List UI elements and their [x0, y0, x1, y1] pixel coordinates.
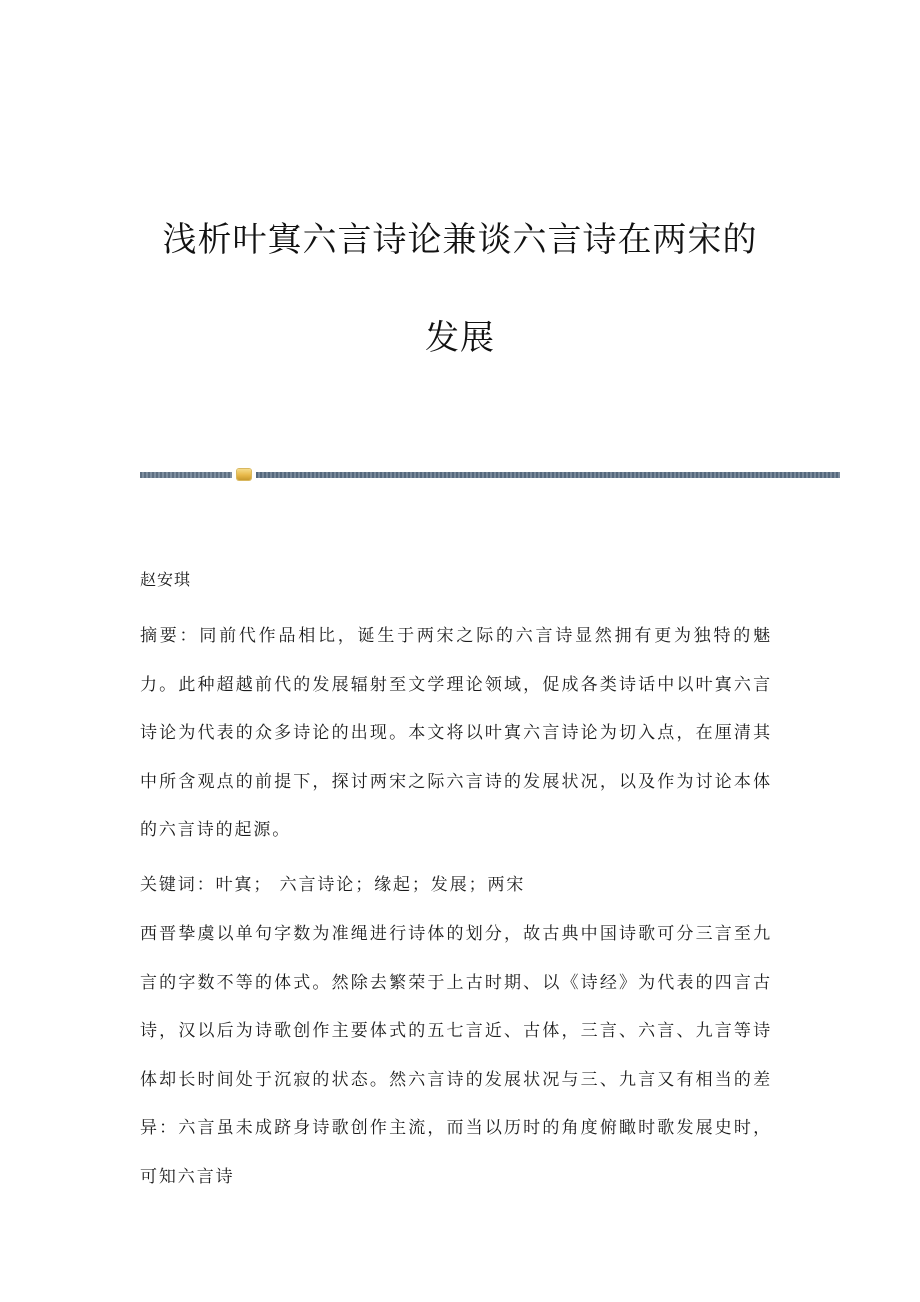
abstract-paragraph: 摘要：同前代作品相比，诞生于两宋之际的六言诗显然拥有更为独特的魅力。此种超越前代的发展辐射至文学理论领域，促成各类诗话中以叶寘六言诗论为代表的众多诗论的出现。本文将以叶寘六言诗论为切入点，在厘清其中所含观点的前提下，探讨两宋之际六言诗的发展状况，以及作为讨论本体的六言诗的起源。: [140, 626, 772, 840]
divider-bar-right: [256, 472, 840, 478]
document-title-line-2: 发展: [425, 318, 495, 358]
author-name: 赵安琪: [140, 570, 192, 589]
document-title-line-1: 浅析叶寘六言诗论兼谈六言诗在两宋的: [162, 220, 758, 260]
keywords-line: 关键词：叶寘； 六言诗论；缘起；发展；两宋: [140, 875, 526, 895]
divider-bar-left: [140, 472, 232, 478]
title-divider: [140, 470, 840, 480]
divider-ornament-icon: [237, 469, 251, 480]
body-paragraph: 西晋挚虞以单句字数为准绳进行诗体的划分，故古典中国诗歌可分三言至九言的字数不等的体式。然除去繁荣于上古时期、以《诗经》为代表的四言古诗，汉以后为诗歌创作主要体式的五七言近、古体，三言、六言、九言等诗体却长时间处于沉寂的状态。然六言诗的发展状况与三、九言又有相当的差异：六言虽未成跻身诗歌创作主流，而当以历时的角度俯瞰时歌发展史时，可知六言诗: [140, 924, 772, 1187]
